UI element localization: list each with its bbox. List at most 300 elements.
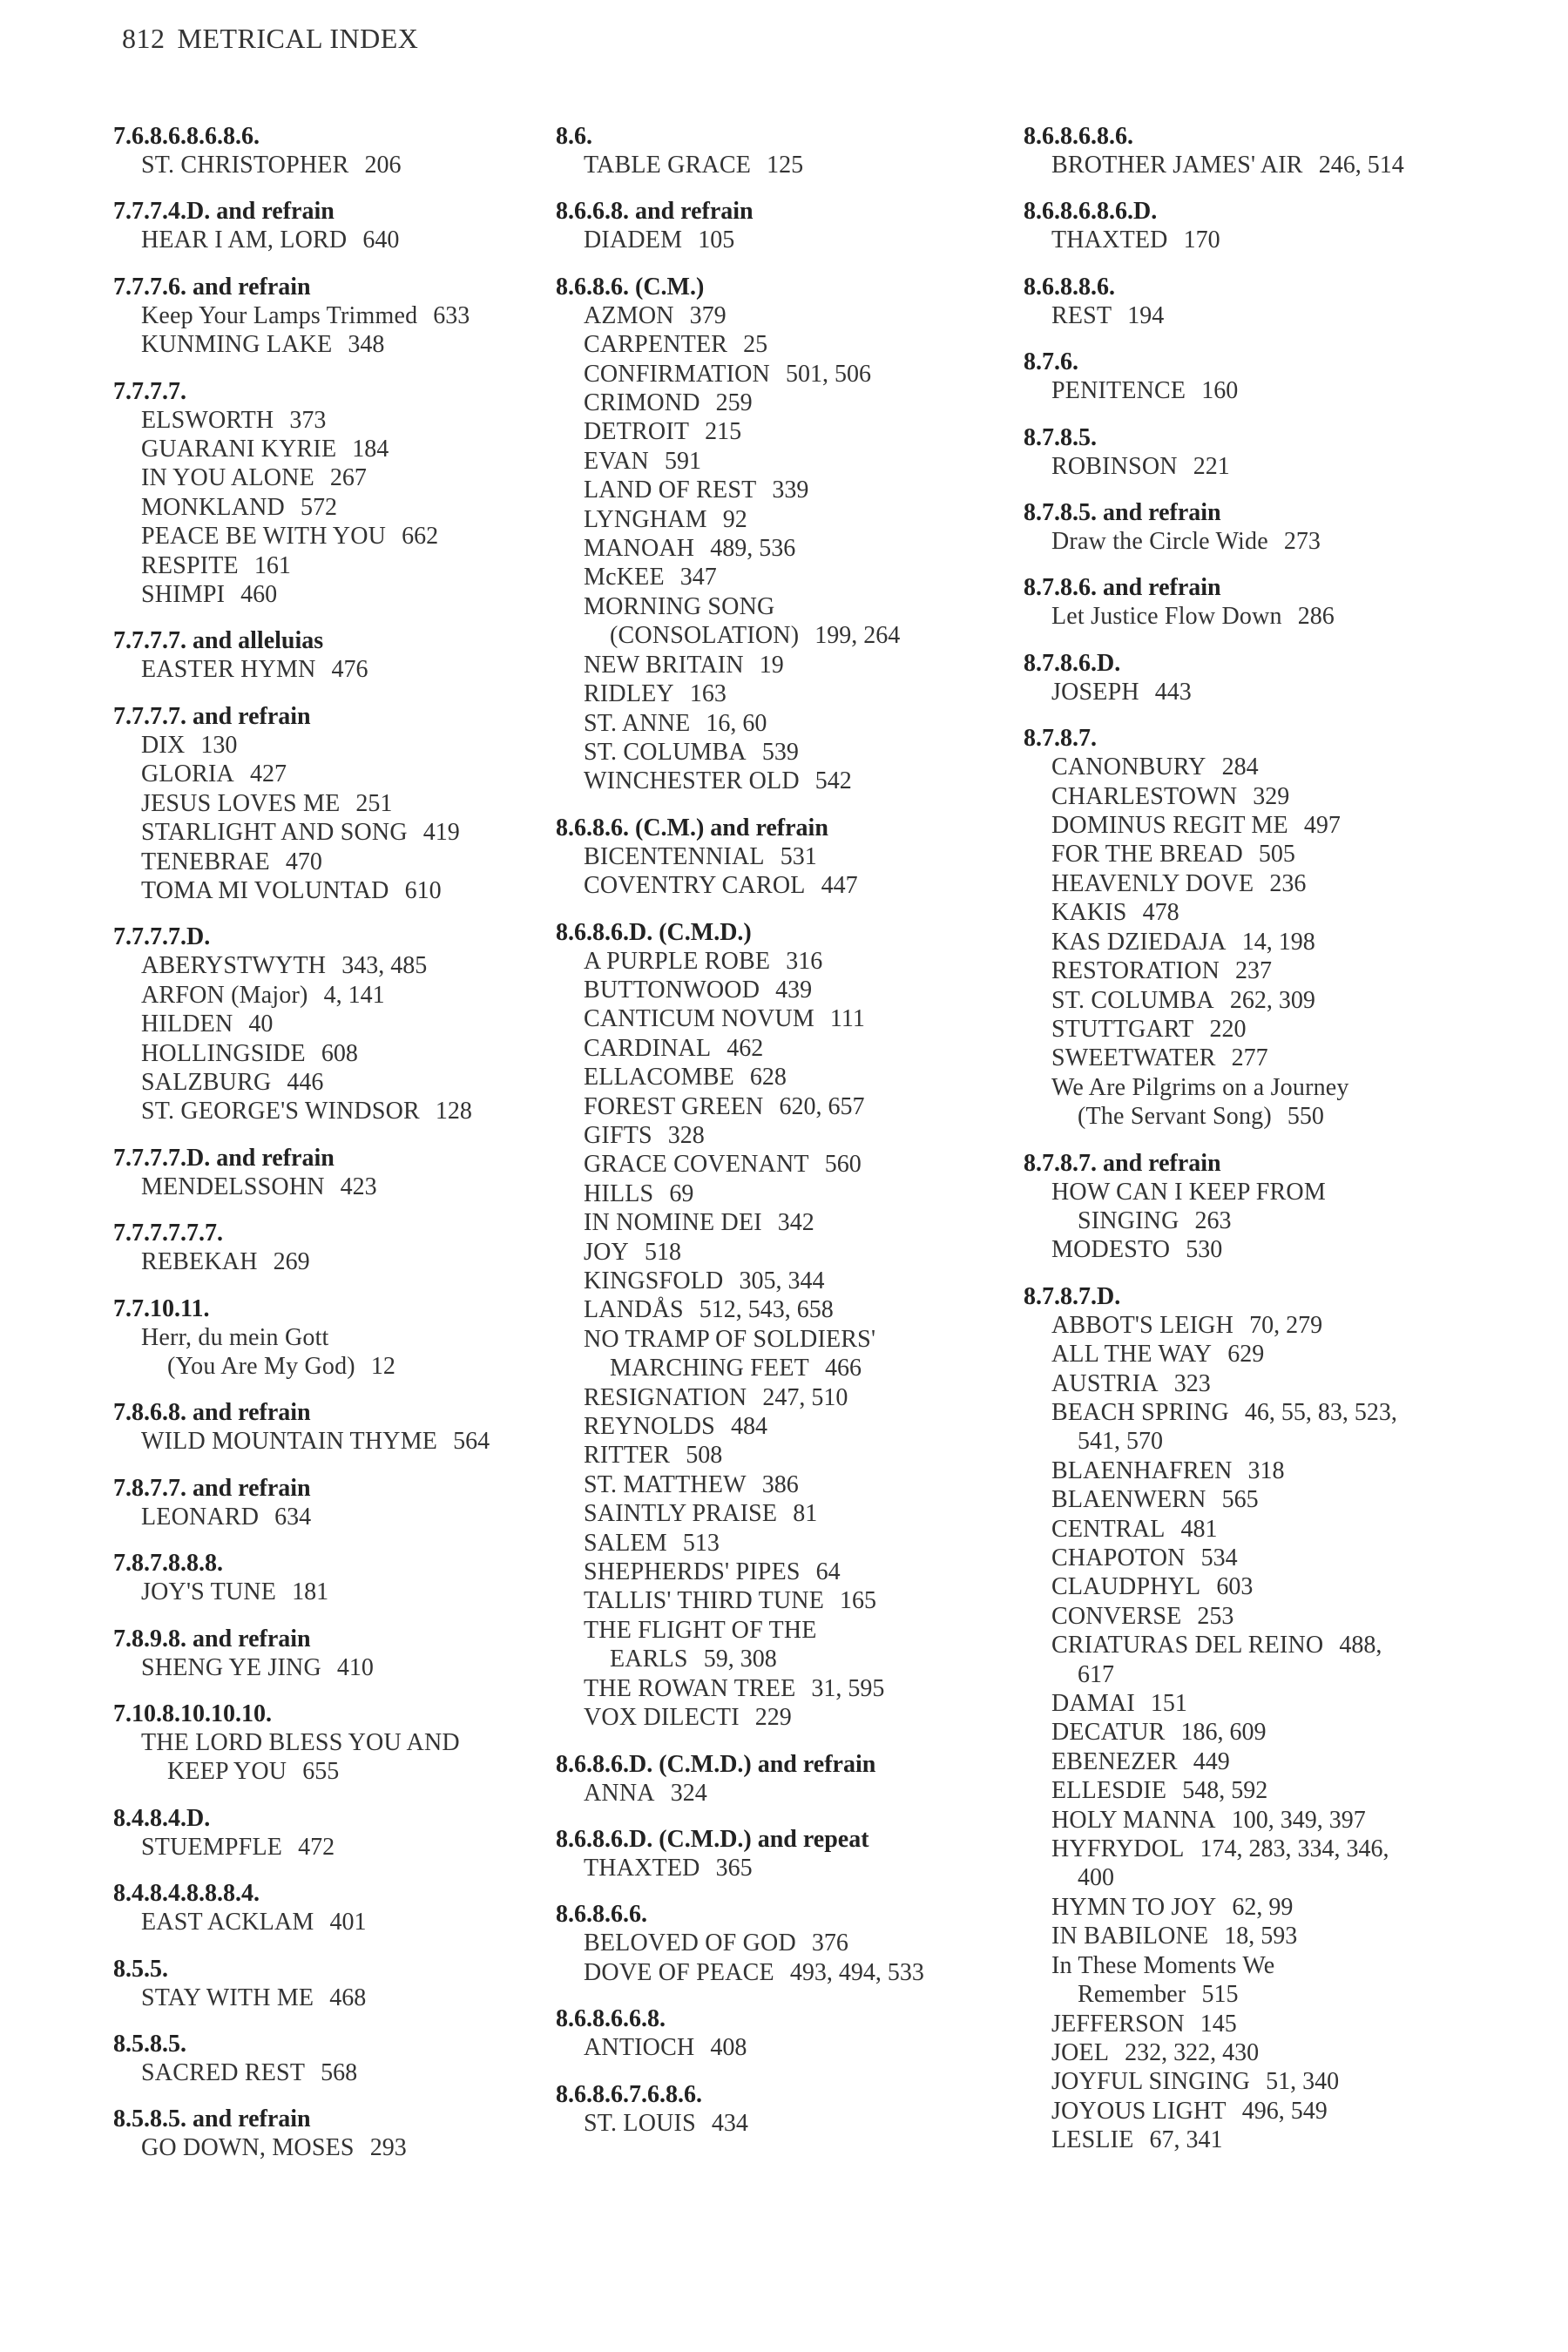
entry-line (584, 1238, 1017, 1267)
tune-entry (1024, 2097, 1485, 2126)
hymn-numbers: 62, 99 (1232, 1893, 1294, 1921)
tune-name: NEW BRITAIN (584, 651, 744, 679)
tune-name: PENITENCE (1051, 377, 1186, 405)
hymn-numbers: 31, 595 (811, 1674, 885, 1702)
tune-entry (113, 1010, 575, 1038)
entry-line (584, 767, 1017, 795)
tune-entry (556, 651, 1017, 679)
tune-entry (113, 981, 575, 1010)
meter-group (113, 377, 575, 610)
tune-entry (556, 1412, 1017, 1441)
entry-line (584, 842, 1017, 871)
meter-group (113, 1879, 575, 1936)
entry-line (1051, 1515, 1485, 1544)
tune-entry (113, 406, 575, 435)
hymn-numbers: 16, 60 (706, 709, 767, 737)
tune-entry (113, 1323, 575, 1382)
meter-group (113, 1144, 575, 1201)
meter-group (113, 273, 575, 360)
hymn-numbers: 170 (1183, 226, 1220, 254)
hymn-numbers: 564 (453, 1428, 490, 1456)
tune-name: HYFRYDOL (1051, 1835, 1185, 1863)
hymn-numbers: 443 (1154, 678, 1192, 706)
meter-group (556, 1825, 1017, 1882)
tune-name: LEONARD (141, 1503, 260, 1531)
entry-line (1051, 1485, 1485, 1514)
entry-line (141, 226, 575, 254)
entry-line (1051, 602, 1485, 631)
meter-heading: 8.7.8.6. and refrain (1024, 574, 1221, 602)
tune-name: In These Moments We (1051, 1951, 1275, 1979)
meter-heading: 8.5.8.5. and refrain (113, 2105, 311, 2133)
tune-entry (113, 876, 575, 905)
hymn-numbers: 534 (1200, 1544, 1238, 1571)
index-column-1 (113, 122, 575, 2180)
entry-line (141, 1010, 575, 1038)
tune-name: JOYOUS LIGHT (1051, 2097, 1227, 2125)
tune-name: WINCHESTER OLD (584, 767, 800, 795)
tune-name: BUTTONWOOD (584, 976, 760, 1004)
meter-heading: 7.7.7.7.D. and refrain (113, 1144, 335, 1172)
hymn-numbers: 476 (331, 656, 368, 684)
tune-entry (113, 301, 575, 330)
tune-name: TALLIS' THIRD TUNE (584, 1587, 825, 1615)
hymn-numbers: 199, 264 (814, 622, 901, 650)
tune-name: RESIGNATION (584, 1383, 747, 1411)
entry-line (1051, 1102, 1485, 1131)
index-column-2 (556, 122, 1017, 2155)
hymn-numbers: 496, 549 (1241, 2097, 1328, 2125)
tune-entry (113, 1247, 575, 1276)
tune-entry (1024, 1718, 1485, 1747)
hymn-numbers: 267 (329, 464, 367, 492)
tune-entry (1024, 869, 1485, 898)
tune-entry (556, 360, 1017, 389)
hymn-numbers: 237 (1235, 957, 1273, 985)
tune-name: CLAUDPHYL (1051, 1573, 1201, 1601)
entry-line (1051, 1456, 1485, 1485)
tune-entry (1024, 151, 1485, 179)
tune-name: VOX DILECTI (584, 1704, 740, 1732)
meter-group (113, 626, 575, 684)
meter-group (556, 122, 1017, 179)
entry-line (141, 493, 575, 522)
tune-entry (1024, 1015, 1485, 1044)
tune-name: STARLIGHT AND SONG (141, 819, 408, 847)
tune-name: SALZBURG (141, 1068, 272, 1096)
hymn-numbers: 572 (300, 493, 337, 521)
tune-entry (1024, 928, 1485, 956)
tune-name: ST. COLUMBA (584, 738, 747, 766)
tune-entry (1024, 2010, 1485, 2038)
hymn-numbers: 318 (1247, 1456, 1285, 1484)
tune-name: BELOVED OF GOD (584, 1930, 796, 1957)
entry-line (584, 1150, 1017, 1179)
hymn-numbers: 4, 141 (323, 981, 385, 1009)
tune-name: SWEETWATER (1051, 1044, 1216, 1072)
tune-name: SALEM (584, 1529, 667, 1557)
tune-entry (556, 505, 1017, 534)
tune-name: ELLESDIE (1051, 1777, 1167, 1805)
entry-line (584, 1674, 1017, 1703)
hymn-numbers: 484 (730, 1413, 767, 1441)
tune-name: BEACH SPRING (1051, 1398, 1229, 1426)
tune-entry (556, 1441, 1017, 1470)
tune-name: LANDÅS (584, 1296, 684, 1324)
tune-entry (113, 1097, 575, 1125)
tune-entry (556, 1499, 1017, 1528)
entry-line (1051, 1922, 1485, 1950)
hymn-numbers: 449 (1193, 1747, 1230, 1775)
entry-line (584, 534, 1017, 563)
entry-line (584, 330, 1017, 359)
hymn-numbers: 46, 55, 83, 523, (1244, 1398, 1397, 1426)
entry-line (584, 1529, 1017, 1558)
entry-line (141, 151, 575, 179)
hymn-numbers: 81 (793, 1500, 818, 1528)
entry-line (1051, 1980, 1485, 2009)
entry-line (141, 1908, 575, 1936)
hymn-numbers: 25 (743, 331, 768, 359)
tune-name: THE FLIGHT OF THE (584, 1616, 817, 1644)
entry-line (584, 1325, 1017, 1354)
hymn-numbers: 111 (829, 1005, 865, 1033)
entry-line (1051, 1747, 1485, 1776)
meter-group (1024, 649, 1485, 706)
tune-name: SACRED REST (141, 2059, 306, 2087)
tune-name: HOLLINGSIDE (141, 1039, 306, 1067)
hymn-numbers: 468 (329, 1984, 367, 2011)
tune-name: REST (1051, 301, 1112, 329)
meter-group (556, 2004, 1017, 2062)
hymn-numbers: 59, 308 (703, 1646, 777, 1673)
tune-name: Draw the Circle Wide (1051, 528, 1268, 556)
tune-entry (1024, 452, 1485, 481)
tune-name: SINGING (1078, 1206, 1179, 1234)
meter-heading: 7.7.7.7.7.7. (113, 1220, 223, 1247)
tune-name: THE LORD BLESS YOU AND (141, 1729, 460, 1756)
hymn-numbers: 518 (644, 1238, 681, 1266)
tune-name: JOEL (1051, 2038, 1110, 2066)
meter-group (1024, 1282, 1485, 2155)
meter-heading: 8.7.6. (1024, 348, 1078, 376)
tune-name: GO DOWN, MOSES (141, 2134, 355, 2162)
meter-heading: 8.7.8.6.D. (1024, 649, 1121, 677)
entry-line (141, 1247, 575, 1276)
hymn-numbers: 277 (1231, 1044, 1268, 1072)
entry-line (1051, 678, 1485, 706)
hymn-numbers: 513 (682, 1529, 720, 1557)
meter-group (1024, 122, 1485, 179)
tune-entry (556, 1092, 1017, 1121)
tune-entry (556, 1238, 1017, 1267)
entry-line (141, 789, 575, 818)
tune-name: ST. ANNE (584, 709, 691, 737)
tune-entry (556, 1529, 1017, 1558)
hymn-numbers: 184 (352, 436, 389, 463)
tune-name: RITTER (584, 1442, 671, 1470)
tune-entry (1024, 1456, 1485, 1485)
hymn-numbers: 328 (667, 1121, 705, 1149)
tune-entry (556, 1558, 1017, 1586)
tune-entry (556, 1179, 1017, 1208)
hymn-numbers: 379 (689, 301, 727, 329)
hymn-numbers: 628 (749, 1064, 787, 1092)
entry-line (141, 1352, 575, 1381)
page-header (122, 23, 418, 55)
entry-line (141, 406, 575, 435)
meter-heading: 8.5.8.5. (113, 2031, 186, 2058)
hymn-numbers: 263 (1194, 1206, 1232, 1234)
entry-line (584, 651, 1017, 679)
entry-line (1051, 1398, 1485, 1427)
entry-line (584, 679, 1017, 708)
index-column-3 (1024, 122, 1485, 2173)
entry-line (1051, 1044, 1485, 1072)
tune-entry (113, 1578, 575, 1606)
tune-name: FOR THE BREAD (1051, 841, 1243, 868)
tune-name: JESUS LOVES ME (141, 789, 341, 817)
tune-entry (556, 871, 1017, 900)
entry-line (1051, 1718, 1485, 1747)
tune-entry (113, 1908, 575, 1936)
hymn-numbers: 125 (767, 152, 804, 179)
tune-entry (1024, 1806, 1485, 1835)
meter-group (1024, 573, 1485, 631)
tune-name: THE ROWAN TREE (584, 1674, 796, 1702)
entry-line (584, 1063, 1017, 1092)
hymn-numbers: 515 (1201, 1981, 1239, 2009)
entry-line (1051, 1235, 1485, 1264)
hymn-numbers: 130 (200, 731, 238, 759)
tune-entry (556, 767, 1017, 795)
tune-name: ST. COLUMBA (1051, 986, 1214, 1014)
tune-entry (1024, 1893, 1485, 1922)
entry-line (584, 1092, 1017, 1121)
entry-line (141, 301, 575, 330)
tune-name: (You Are My God) (167, 1352, 355, 1380)
tune-name: PEACE BE WITH YOU (141, 523, 387, 551)
entry-line (1051, 1602, 1485, 1631)
entry-line (1051, 452, 1485, 481)
meter-heading: 7.10.8.10.10.10. (113, 1700, 272, 1727)
meter-heading: 8.6.8.6.D. (C.M.D.) and refrain (556, 1750, 876, 1778)
hymn-numbers: 434 (711, 2109, 748, 2137)
meter-heading: 8.6.8.6. (C.M.) (556, 273, 705, 301)
meter-group (556, 1900, 1017, 1987)
entry-line (141, 731, 575, 760)
tune-entry (113, 1039, 575, 1068)
tune-entry (556, 2109, 1017, 2138)
hymn-numbers: 128 (435, 1098, 472, 1125)
tune-entry (556, 976, 1017, 1004)
entry-line (1051, 1806, 1485, 1835)
entry-line (584, 360, 1017, 389)
hymn-numbers: 530 (1186, 1236, 1223, 1264)
tune-entry (113, 1173, 575, 1201)
entry-line (1051, 1544, 1485, 1572)
tune-entry (556, 947, 1017, 976)
hymn-numbers: 462 (727, 1034, 764, 1062)
entry-line (141, 818, 575, 847)
tune-entry (556, 1121, 1017, 1150)
tune-name: DETROIT (584, 418, 690, 446)
entry-line (584, 447, 1017, 476)
meter-heading: 8.6.8.8.6. (1024, 273, 1115, 301)
hymn-numbers: 160 (1201, 377, 1239, 405)
hymn-numbers: 221 (1193, 452, 1230, 480)
tune-name: KEEP YOU (167, 1758, 287, 1786)
tune-entry (1024, 301, 1485, 330)
entry-line (141, 655, 575, 684)
entry-line (584, 476, 1017, 504)
meter-group (556, 2080, 1017, 2138)
tune-name: FOREST GREEN (584, 1092, 764, 1120)
tune-name: ARFON (Major) (141, 981, 308, 1009)
tune-name: MARCHING FEET (610, 1355, 809, 1382)
meter-heading: 8.7.8.7. (1024, 725, 1097, 753)
meter-heading: 7.8.6.8. and refrain (113, 1399, 311, 1427)
tune-name: JOSEPH (1051, 678, 1139, 706)
entry-line (141, 981, 575, 1010)
tune-entry (113, 2133, 575, 2162)
hymn-numbers: 232, 322, 430 (1125, 2038, 1260, 2066)
meter-heading: 8.6.8.6.8.6. (1024, 123, 1133, 150)
entry-line (1051, 1015, 1485, 1044)
page-title: METRICAL INDEX (177, 23, 419, 54)
meter-group (1024, 348, 1485, 405)
entry-line (1051, 1206, 1485, 1235)
hymn-numbers: 343, 485 (341, 952, 428, 980)
tune-name: MORNING SONG (584, 592, 775, 620)
tune-entry (1024, 1922, 1485, 1950)
meter-group (113, 1474, 575, 1531)
hymn-numbers: 548, 592 (1182, 1777, 1268, 1805)
entry-line (584, 2033, 1017, 2062)
tune-entry (113, 1984, 575, 2012)
tune-name: HEAR I AM, LORD (141, 226, 348, 254)
hymn-numbers: 220 (1209, 1015, 1247, 1043)
tune-name: ANNA (584, 1779, 655, 1807)
tune-name: CHARLESTOWN (1051, 782, 1238, 810)
tune-name: JOYFUL SINGING (1051, 2068, 1251, 2096)
tune-name: DIADEM (584, 226, 683, 254)
meter-group (556, 197, 1017, 254)
meter-group (113, 122, 575, 179)
entry-line (584, 1958, 1017, 1987)
tune-entry (113, 848, 575, 876)
hymn-numbers: 610 (404, 876, 442, 904)
tune-name: SHENG YE JING (141, 1653, 321, 1681)
entry-line (141, 330, 575, 359)
tune-entry (556, 1295, 1017, 1324)
tune-entry (556, 1470, 1017, 1499)
meter-group (113, 2030, 575, 2087)
hymn-numbers: 70, 279 (1249, 1311, 1323, 1339)
meter-group (113, 1700, 575, 1787)
entry-line (1051, 301, 1485, 330)
hymn-numbers: 662 (402, 523, 439, 551)
tune-name: ELLACOMBE (584, 1064, 734, 1092)
tune-name: GIFTS (584, 1121, 652, 1149)
tune-entry (556, 709, 1017, 738)
meter-group (113, 702, 575, 905)
meter-group (1024, 1149, 1485, 1265)
tune-name: STAY WITH ME (141, 1984, 314, 2011)
tune-entry (556, 534, 1017, 563)
entry-line (1051, 1340, 1485, 1369)
meter-heading: 7.8.7.7. and refrain (113, 1474, 311, 1502)
entry-line (1051, 753, 1485, 781)
entry-line (1051, 1073, 1485, 1102)
hymn-numbers: 376 (811, 1930, 848, 1957)
tune-name: IN NOMINE DEI (584, 1209, 762, 1237)
hymn-numbers: 419 (422, 819, 460, 847)
hymn-numbers: 236 (1269, 869, 1307, 897)
tune-entry (113, 493, 575, 522)
entry-line (584, 417, 1017, 446)
tune-entry (556, 1208, 1017, 1237)
tune-name: ABERYSTWYTH (141, 952, 327, 980)
hymn-numbers: 591 (664, 447, 701, 475)
entry-line (584, 1703, 1017, 1732)
tune-name: JOY'S TUNE (141, 1578, 277, 1606)
entry-line (584, 2109, 1017, 2138)
entry-line (141, 580, 575, 609)
tune-entry (1024, 2067, 1485, 2096)
entry-line (584, 301, 1017, 330)
entry-line (141, 435, 575, 463)
entry-line (141, 551, 575, 580)
entry-line (141, 2133, 575, 2162)
hymn-numbers: 145 (1200, 2010, 1237, 2038)
hymn-numbers: 408 (710, 2034, 747, 2062)
tune-entry (113, 522, 575, 551)
meter-heading: 7.7.7.6. and refrain (113, 273, 311, 301)
tune-name: THAXTED (1051, 226, 1168, 254)
entry-line (141, 1039, 575, 1068)
hymn-numbers: 603 (1216, 1573, 1254, 1601)
meter-group (1024, 724, 1485, 1131)
meter-group (113, 2105, 575, 2162)
hymn-numbers: 316 (786, 947, 823, 975)
entry-line (1051, 782, 1485, 811)
hymn-numbers: 12 (370, 1352, 395, 1380)
entry-line (141, 1173, 575, 1201)
tune-entry (113, 655, 575, 684)
tune-entry (1024, 1235, 1485, 1264)
hymn-numbers: 347 (679, 564, 717, 591)
entry-line (141, 1503, 575, 1531)
tune-name: EARLS (610, 1646, 688, 1673)
hymn-numbers: 655 (302, 1758, 340, 1786)
tune-entry (556, 1325, 1017, 1383)
tune-name: GRACE COVENANT (584, 1151, 809, 1179)
tune-name: CONFIRMATION (584, 360, 770, 388)
tune-name: CANONBURY (1051, 754, 1206, 781)
tune-entry (113, 226, 575, 254)
tune-name: ST. GEORGE'S WINDSOR (141, 1098, 420, 1125)
tune-name: DOMINUS REGIT ME (1051, 812, 1288, 840)
hymn-numbers: 365 (715, 1854, 753, 1882)
tune-entry (1024, 1776, 1485, 1805)
tune-name: JOY (584, 1238, 629, 1266)
tune-name: LESLIE (1051, 2126, 1134, 2154)
entry-line (1051, 956, 1485, 985)
hymn-numbers: 634 (274, 1503, 312, 1531)
hymn-numbers: 488, (1339, 1632, 1382, 1659)
entry-line (584, 1267, 1017, 1295)
